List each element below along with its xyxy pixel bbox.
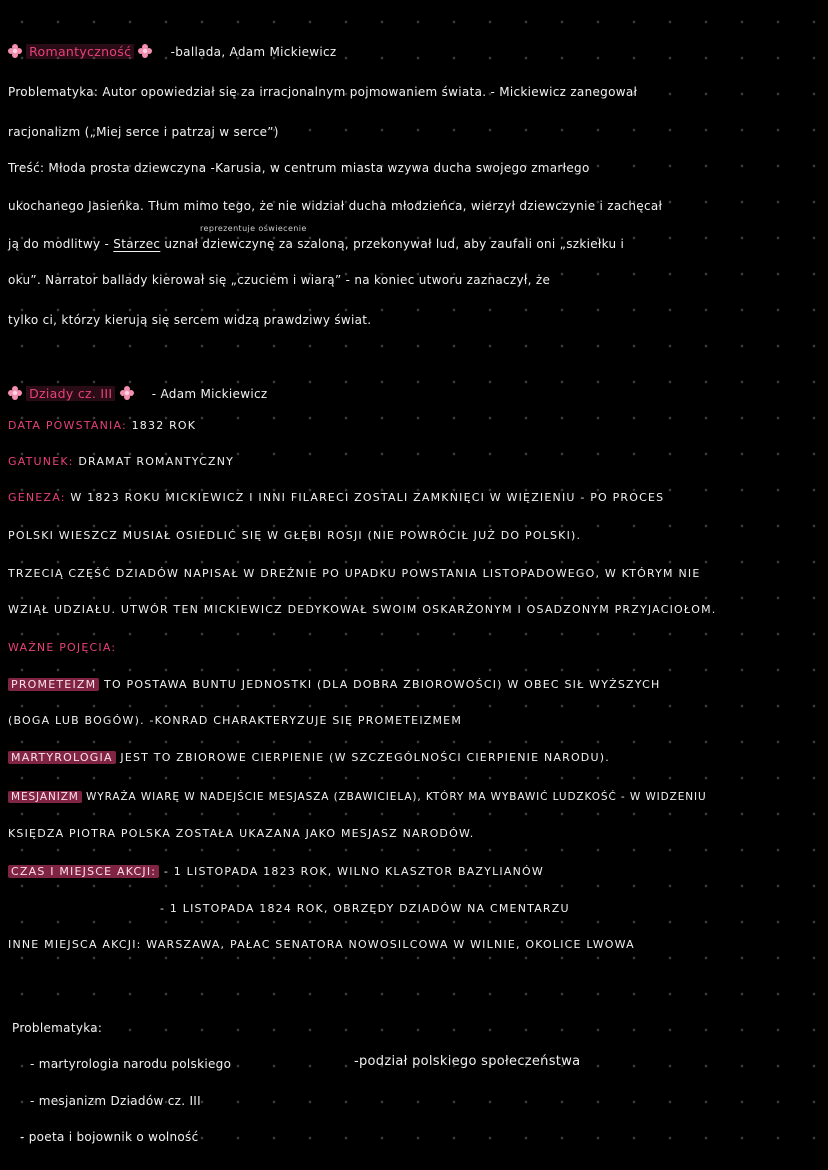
problematyka-label: Problematyka: bbox=[12, 1021, 103, 1035]
inne-miejsca-line: INNE MIEJSCA AKCJI: WARSZAWA, PAŁAC SENATORA NOWOSILCOWA W WILNIE, OKOLICE LWOWA bbox=[8, 938, 635, 951]
czas-akcji-row bbox=[8, 864, 544, 880]
prometeizm-label: PROMETEIZM bbox=[8, 678, 99, 691]
section2-heading-subtitle: - Adam Mickiewicz bbox=[151, 387, 268, 401]
czas-akcji-label: CZAS I MIEJSCE AKCJI: bbox=[8, 865, 159, 878]
flower-icon bbox=[120, 386, 134, 400]
annotation-note: reprezentuje oświecenie bbox=[200, 224, 307, 233]
problematyka-item: - poeta i bojownik o wolność bbox=[20, 1130, 199, 1144]
gatunek-value: DRAMAT ROMANTYCZNY bbox=[78, 455, 235, 468]
martyrologia-value: JEST TO ZBIOROWE CIERPIENIE (W SZCZEGÓLNOŚCI CIERPIENIE NARODU). bbox=[120, 751, 610, 764]
section1-heading-subtitle: -ballada, Adam Mickiewicz bbox=[170, 45, 337, 59]
martyrologia-row bbox=[8, 750, 610, 766]
data-powstania-label: DATA POWSTANIA: bbox=[8, 419, 127, 432]
text-fragment: uznał dziewczynę za szaloną, przekonywał lud, aby zaufali oni „szkiełku i bbox=[164, 237, 625, 251]
text-line: tylko ci, którzy kierują się sercem widzą prawdziwy świat. bbox=[8, 313, 372, 327]
text-line: oku”. Narrator ballady kierował się „czuciem i wiarą” - na koniec utworu zaznaczył, że bbox=[8, 273, 551, 287]
geneza-value: W 1823 ROKU MICKIEWICZ I INNI FILARECI ZOSTALI ZAMKNIĘCI W WIĘZIENIU - PO PROCES bbox=[70, 491, 665, 504]
flower-icon bbox=[138, 44, 152, 58]
section1-heading: Romantyczność bbox=[26, 44, 134, 59]
section2-heading: Dziady cz. III bbox=[26, 386, 115, 401]
text-line: TRZECIĄ CZĘŚĆ DZIADÓW NAPISAŁ W DREŹNIE PO UPADKU POWSTANIA LISTOPADOWEGO, W KTÓRYM NIE bbox=[8, 567, 701, 580]
section1-heading-row bbox=[8, 44, 337, 60]
text-line: racjonalizm („Miej serce i patrzaj w serce”) bbox=[8, 125, 279, 139]
wazne-pojecia-label: WAŻNE POJĘCIA: bbox=[8, 641, 117, 654]
gatunek-row bbox=[8, 454, 234, 470]
text-line: KSIĘDZA PIOTRA POLSKA ZOSTAŁA UKAZANA JAKO MESJASZ NARODÓW. bbox=[8, 827, 475, 840]
flower-icon bbox=[8, 386, 22, 400]
text-line: ukochanego Jasieńka. Tłum mimo tego, że nie widział ducha młodzieńca, wierzył dziewczynie i zachęcał bbox=[8, 199, 663, 213]
problematyka-item: - martyrologia narodu polskiego bbox=[30, 1057, 232, 1071]
text-line: - 1 LISTOPADA 1824 ROK, OBRZĘDY DZIADÓW NA CMENTARZU bbox=[160, 902, 570, 915]
martyrologia-label: MARTYROLOGIA bbox=[8, 751, 116, 764]
text-line bbox=[8, 236, 624, 252]
geneza-label: GENEZA: bbox=[8, 491, 66, 504]
data-powstania-value: 1832 ROK bbox=[131, 419, 197, 432]
section2-heading-row bbox=[8, 386, 267, 402]
czas-akcji-value: - 1 LISTOPADA 1823 ROK, WILNO KLASZTOR BAZYLIANÓW bbox=[163, 865, 544, 878]
gatunek-label: GATUNEK: bbox=[8, 455, 74, 468]
mesjanizm-row bbox=[8, 789, 707, 805]
text-line: POLSKI WIESZCZ MUSIAŁ OSIEDLIĆ SIĘ W GŁĘBI ROSJI (NIE POWRÓCIŁ JUŻ DO POLSKI). bbox=[8, 529, 582, 542]
flower-icon bbox=[8, 44, 22, 58]
text-line: Treść: Młoda prosta dziewczyna -Karusia, w centrum miasta wzywa ducha swojego zmarłego bbox=[8, 161, 590, 175]
prometeizm-value: TO POSTAWA BUNTU JEDNOSTKI (DLA DOBRA ZBIOROWOŚCI) W OBEC SIŁ WYŻSZYCH bbox=[104, 678, 661, 691]
text-line: WZIĄŁ UDZIAŁU. UTWÓR TEN MICKIEWICZ DEDYKOWAŁ SWOIM OSKARŻONYM I OSADZONYM PRZYJACIOŁOM. bbox=[8, 603, 717, 616]
geneza-row bbox=[8, 490, 664, 506]
mesjanizm-label: MESJANIZM bbox=[8, 791, 82, 803]
starzec-word: Starzec bbox=[113, 237, 161, 251]
problematyka-item: - mesjanizm Dziadów cz. III bbox=[30, 1094, 201, 1108]
mesjanizm-value: WYRAŻA WIARĘ W NADEJŚCIE MESJASZA (ZBAWICIELA), KTÓRY MA WYBAWIĆ LUDZKOŚĆ - W WIDZENIU bbox=[86, 791, 707, 803]
text-line: (BOGA LUB BOGÓW). -KONRAD CHARAKTERYZUJE SIĘ PROMETEIZMEM bbox=[8, 714, 463, 727]
text-fragment: ją do modlitwy - bbox=[8, 237, 110, 251]
problematyka-item-right: -podział polskiego społeczeństwa bbox=[354, 1054, 581, 1069]
prometeizm-row bbox=[8, 677, 660, 693]
text-line: Problematyka: Autor opowiedział się za irracjonalnym pojmowaniem świata. - Mickiewicz zanegował bbox=[8, 85, 638, 99]
data-powstania-row bbox=[8, 418, 196, 434]
